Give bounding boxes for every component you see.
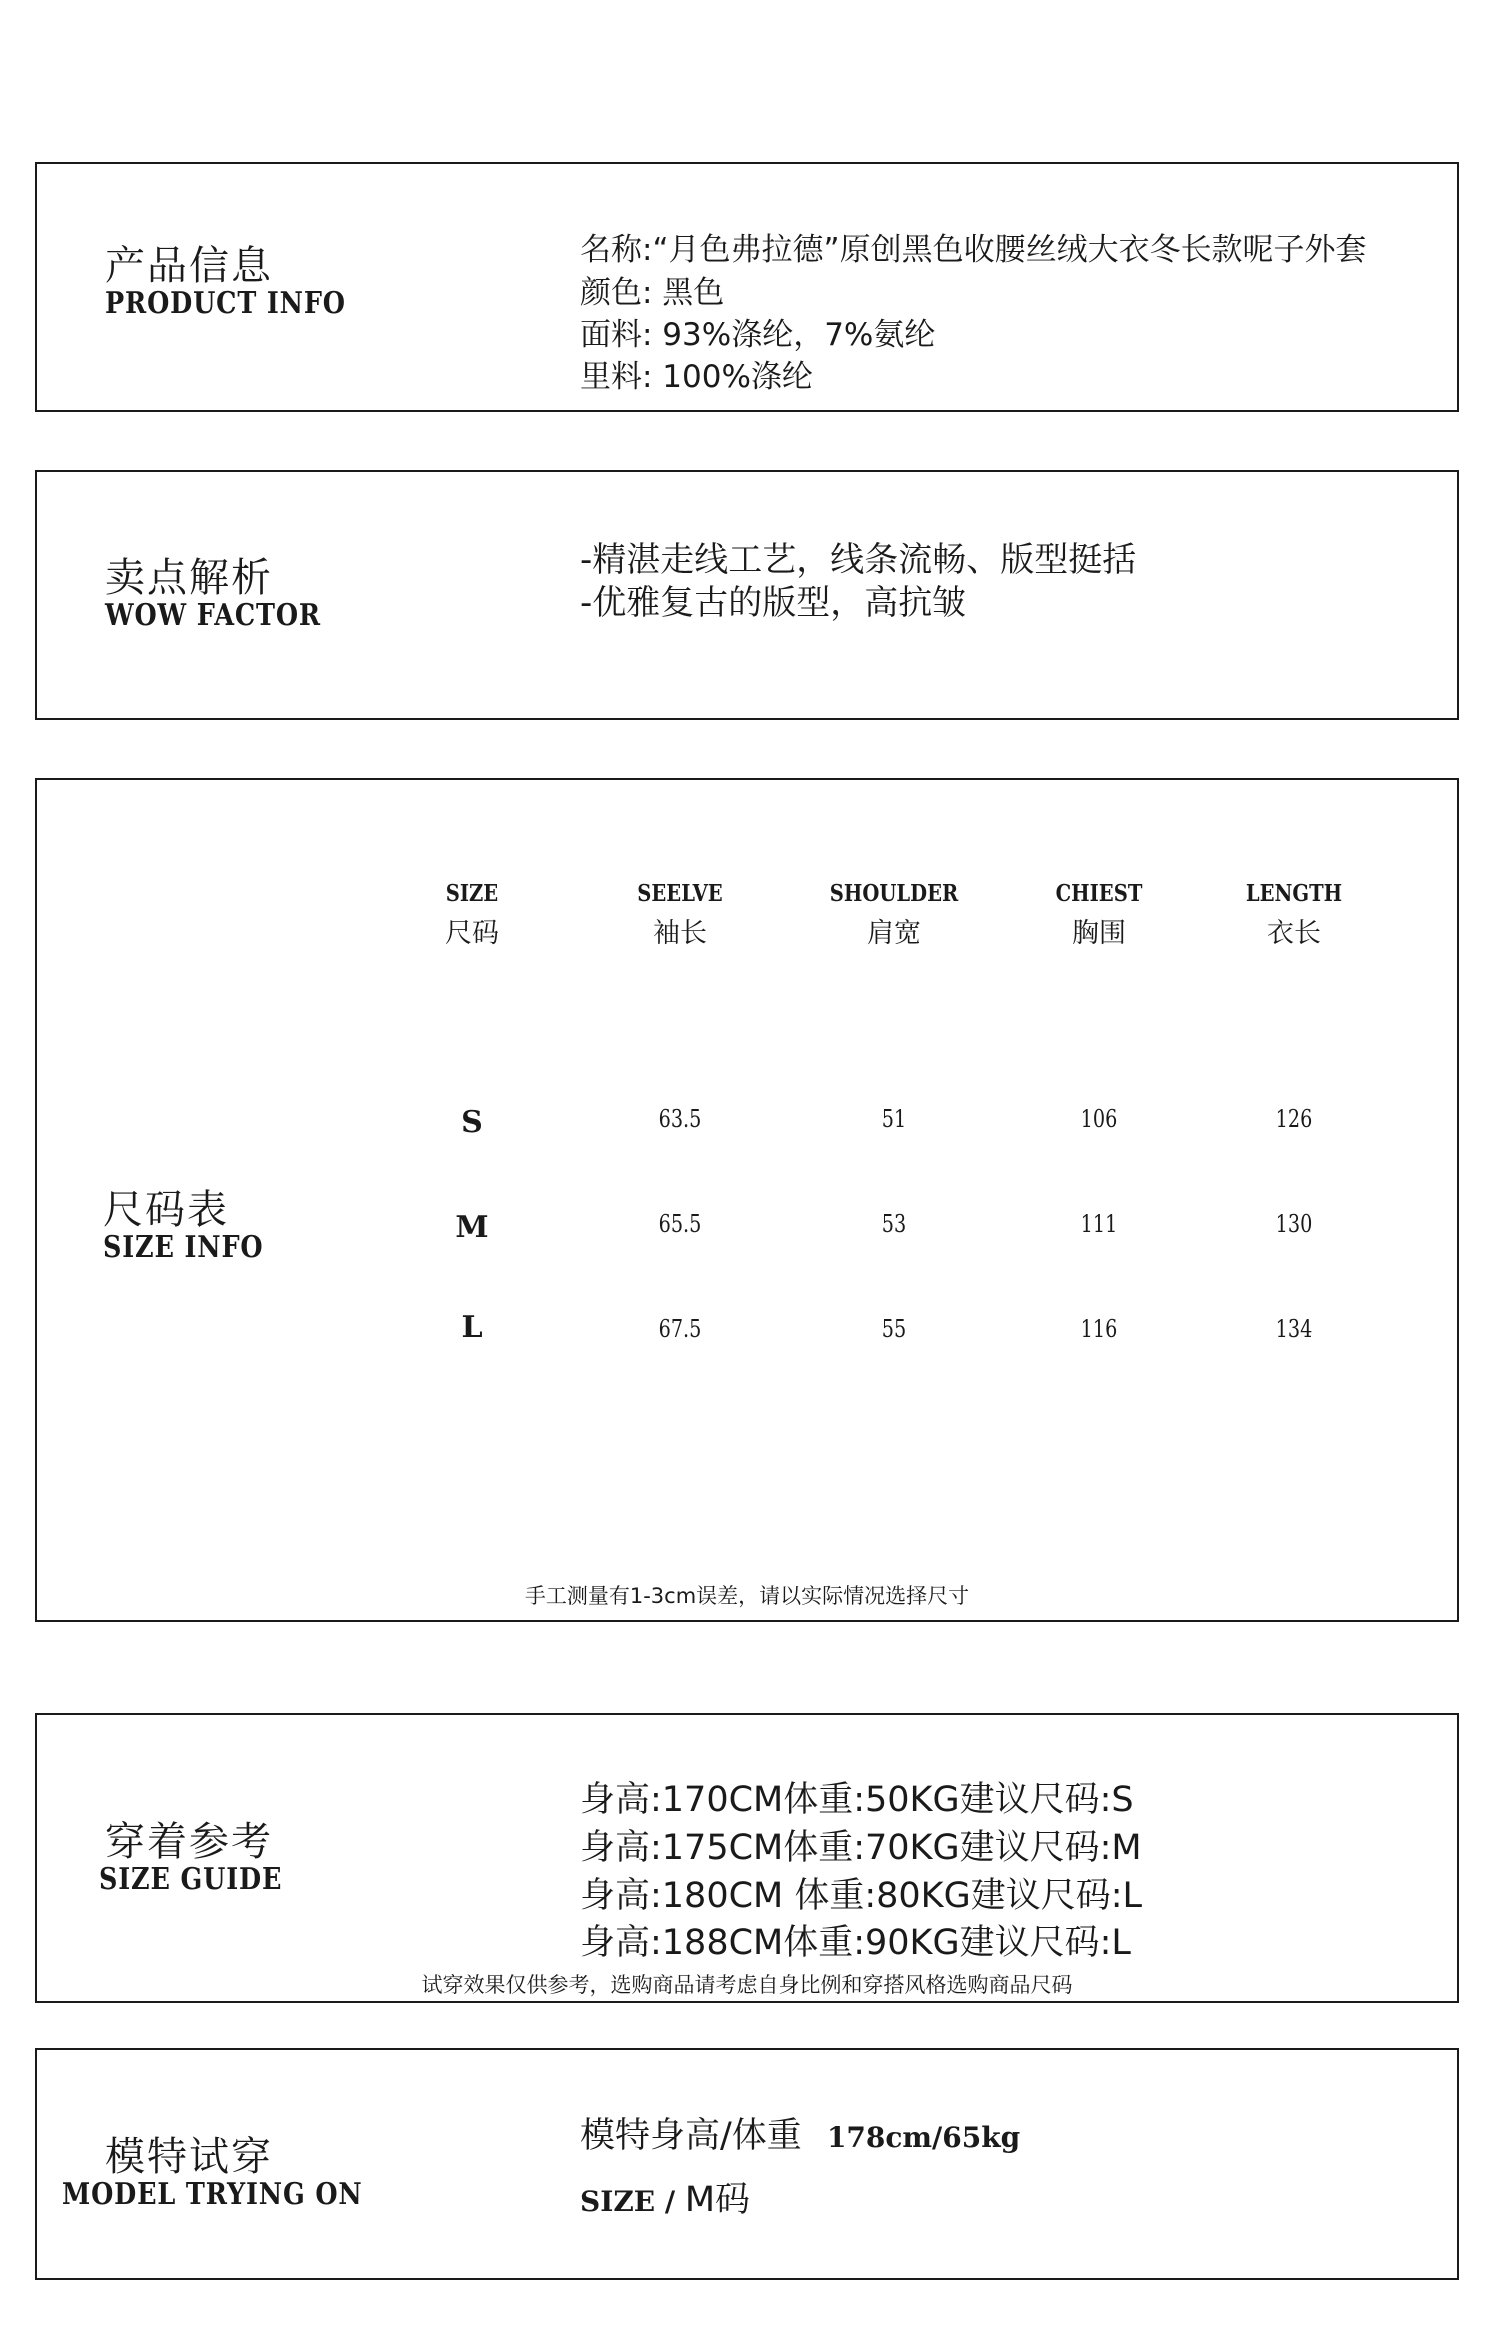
size-guide-note: 试穿效果仅供参考，选购商品请考虑自身比例和穿搭风格选购商品尺码 (421, 1973, 1073, 1997)
model-hw-value: 178cm/65kg (826, 2121, 1021, 2154)
wow-factor-line-2: -优雅复古的版型，高抗皱 (580, 583, 967, 623)
size-info-title-cn: 尺码表 (103, 1187, 229, 1233)
table-cell-chest-s: 106 (1080, 1105, 1118, 1133)
table-cell-length-m: 130 (1275, 1210, 1313, 1238)
table-cell-sleeve-l: 67.5 (658, 1315, 702, 1343)
column-header-shoulder-cn: 肩宽 (867, 918, 921, 949)
size-guide-title-en: SIZE GUIDE (99, 1862, 283, 1897)
size-info-section (35, 778, 1459, 1622)
column-header-chest (999, 880, 1199, 950)
column-header-size-cn: 尺码 (445, 918, 499, 949)
model-title-en: MODEL TRYING ON (62, 2177, 363, 2212)
product-name-line: 名称:“月色弗拉德”原创黑色收腰丝绒大衣冬长款呢子外套 (580, 232, 1367, 268)
product-lining-line: 里料: 100%涤纶 (580, 359, 813, 395)
table-cell-chest-m: 111 (1080, 1210, 1118, 1238)
model-size (580, 2172, 750, 2222)
model-size-label: SIZE (580, 2185, 656, 2218)
table-row-size-m: M (455, 1210, 489, 1245)
wow-factor-title-en: WOW FACTOR (105, 598, 321, 633)
table-cell-length-s: 126 (1275, 1105, 1313, 1133)
column-header-sleeve-en: SEELVE (637, 880, 723, 907)
size-guide-line-1: 身高:170CM体重:50KG建议尺码:S (580, 1780, 1134, 1820)
size-measurement-note: 手工测量有1-3cm误差，请以实际情况选择尺寸 (524, 1584, 970, 1608)
column-header-size (372, 880, 572, 950)
table-cell-sleeve-m: 65.5 (658, 1210, 702, 1238)
wow-factor-line-1: -精湛走线工艺，线条流畅、版型挺括 (580, 540, 1137, 580)
column-header-length-cn: 衣长 (1267, 918, 1321, 949)
model-section (35, 2048, 1459, 2280)
wow-factor-section (35, 470, 1459, 720)
model-size-value: M码 (684, 2180, 751, 2220)
size-guide-title-cn: 穿着参考 (105, 1819, 273, 1865)
product-info-title-cn: 产品信息 (105, 243, 273, 289)
column-header-shoulder (794, 880, 994, 950)
table-cell-length-l: 134 (1275, 1315, 1313, 1343)
model-size-sep: / (655, 2185, 685, 2218)
model-height-weight (580, 2108, 1020, 2158)
table-cell-sleeve-s: 63.5 (658, 1105, 702, 1133)
column-header-sleeve-cn: 袖长 (653, 918, 707, 949)
product-color-line: 颜色: 黑色 (580, 275, 725, 311)
product-fabric-line: 面料: 93%涤纶，7%氨纶 (580, 317, 936, 353)
product-info-section (35, 162, 1459, 412)
column-header-length-en: LENGTH (1245, 880, 1343, 907)
table-cell-shoulder-s: 51 (881, 1105, 907, 1133)
column-header-sleeve (580, 880, 780, 950)
wow-factor-title-cn: 卖点解析 (105, 555, 273, 601)
size-guide-line-2: 身高:175CM体重:70KG建议尺码:M (580, 1828, 1142, 1868)
table-cell-shoulder-m: 53 (881, 1210, 907, 1238)
size-guide-line-4: 身高:188CM体重:90KG建议尺码:L (580, 1923, 1131, 1963)
column-header-chest-cn: 胸围 (1072, 918, 1126, 949)
table-row-size-s: S (461, 1105, 483, 1140)
size-info-title-en: SIZE INFO (103, 1230, 264, 1265)
size-guide-section (35, 1713, 1459, 2003)
table-cell-shoulder-l: 55 (881, 1315, 907, 1343)
table-row-size-l: L (461, 1310, 483, 1345)
column-header-shoulder-en: SHOULDER (829, 880, 959, 907)
size-guide-line-3: 身高:180CM 体重:80KG建议尺码:L (580, 1876, 1143, 1916)
model-hw-label: 模特身高/体重 (580, 2116, 802, 2156)
product-info-title-en: PRODUCT INFO (105, 286, 346, 321)
table-cell-chest-l: 116 (1080, 1315, 1118, 1343)
model-title-cn: 模特试穿 (105, 2134, 273, 2180)
column-header-chest-en: CHIEST (1055, 880, 1143, 907)
column-header-length (1194, 880, 1394, 950)
column-header-size-en: SIZE (445, 880, 499, 907)
